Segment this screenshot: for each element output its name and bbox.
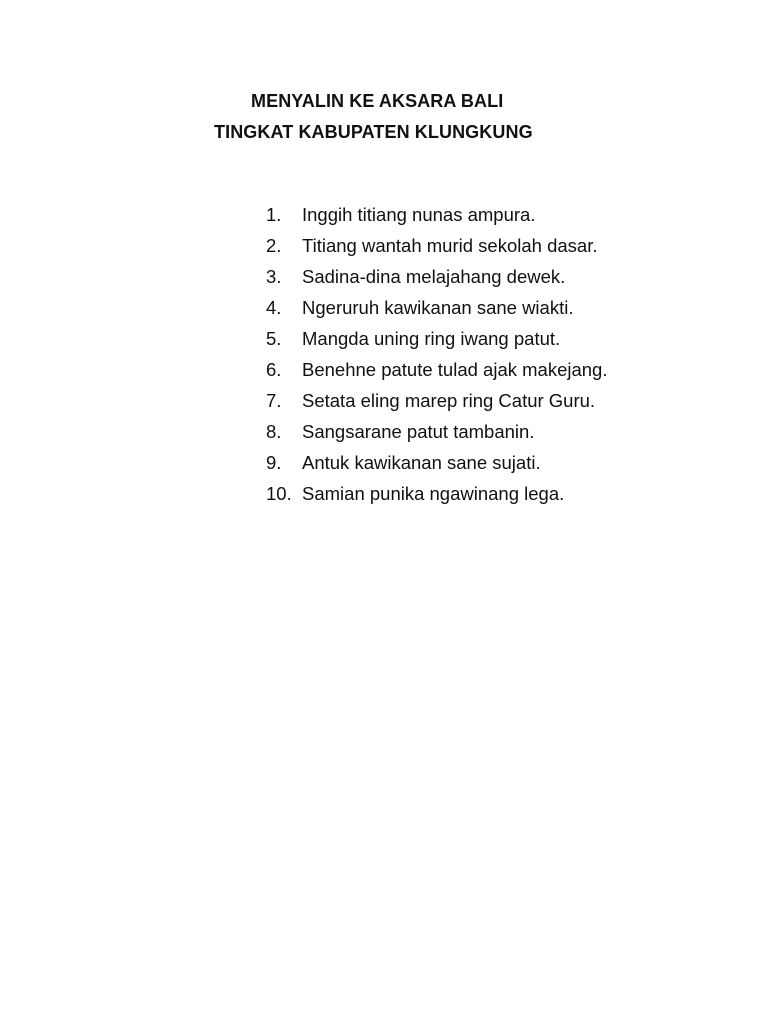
- list-item-text: Benehne patute tulad ajak makejang.: [302, 359, 608, 380]
- list-item: [266, 295, 607, 326]
- list-item-text: Inggih titiang nunas ampura.: [302, 204, 536, 225]
- list-item-text: Mangda uning ring iwang patut.: [302, 328, 561, 349]
- list-item-text: Sangsarane patut tambanin.: [302, 421, 535, 442]
- list-item: [266, 419, 607, 450]
- list-item-text: Ngeruruh kawikanan sane wiakti.: [302, 297, 574, 318]
- list-item: [266, 326, 607, 357]
- list-item: [266, 233, 607, 264]
- list-item-number: 2.: [266, 235, 282, 256]
- list-item-text: Setata eling marep ring Catur Guru.: [302, 390, 596, 411]
- list-item: [266, 357, 607, 388]
- list-item-text: Titiang wantah murid sekolah dasar.: [302, 235, 598, 256]
- document-title: MENYALIN KE AKSARA BALI: [251, 91, 504, 111]
- list-item-number: 8.: [266, 421, 282, 442]
- list-item: [266, 202, 607, 233]
- numbered-sentence-list: [266, 202, 607, 512]
- list-item-number: 4.: [266, 297, 282, 318]
- document-subtitle: TINGKAT KABUPATEN KLUNGKUNG: [214, 122, 533, 142]
- list-item: [266, 450, 607, 481]
- list-item: [266, 388, 607, 419]
- list-item-number: 10.: [266, 483, 292, 504]
- list-item-number: 1.: [266, 204, 282, 225]
- list-item-number: 5.: [266, 328, 282, 349]
- list-item-text: Sadina-dina melajahang dewek.: [302, 266, 566, 287]
- list-item: [266, 481, 607, 512]
- list-item-text: Antuk kawikanan sane sujati.: [302, 452, 541, 473]
- list-item-text: Samian punika ngawinang lega.: [302, 483, 565, 504]
- list-item: [266, 264, 607, 295]
- list-item-number: 6.: [266, 359, 282, 380]
- list-item-number: 9.: [266, 452, 282, 473]
- list-item-number: 3.: [266, 266, 282, 287]
- list-item-number: 7.: [266, 390, 282, 411]
